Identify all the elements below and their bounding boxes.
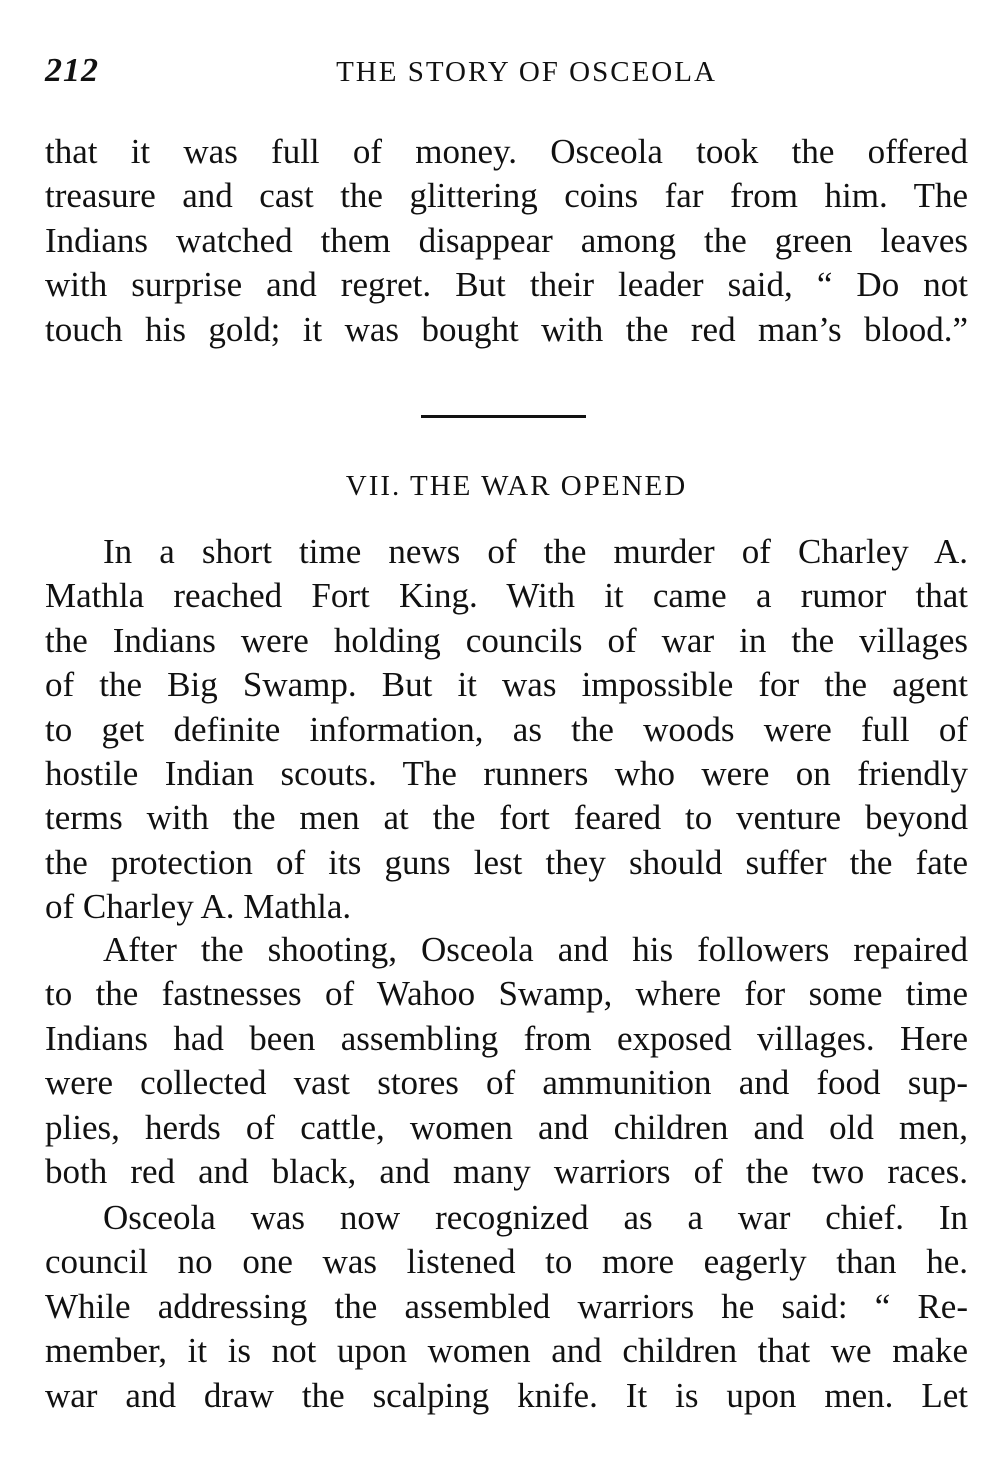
text-line: war and draw the scalping knife. It is upon men. Let (45, 1375, 968, 1415)
paragraph-4 (45, 1196, 968, 1418)
text-line: council no one was listened to more eagerly than he. (45, 1242, 968, 1282)
page-number: 212 (45, 52, 99, 89)
paragraph-2 (45, 530, 968, 930)
text-line: of Charley A. Mathla. (45, 887, 352, 927)
text-line: treasure and cast the glittering coins far from him. The (45, 176, 968, 216)
text-line: After the shooting, Osceola and his followers repaired (103, 930, 968, 969)
section-heading: VII. THE WAR OPENED (345, 470, 688, 502)
text-line: to the fastnesses of Wahoo Swamp, where for some time (45, 974, 968, 1014)
text-line: plies, herds of cattle, women and children and old men, (45, 1107, 968, 1147)
text-line: of the Big Swamp. But it was impossible for the agent (45, 665, 968, 705)
text-line: Indians had been assembling from exposed villages. Here (45, 1018, 968, 1058)
section-divider (421, 415, 586, 418)
text-line: member, it is not upon women and children that we make (45, 1331, 968, 1371)
paragraph-3 (45, 928, 968, 1194)
text-line: touch his gold; it was bought with the red man’s blood.” (45, 309, 968, 349)
text-line: that it was full of money. Osceola took the offered (45, 132, 968, 171)
text-line: terms with the men at the fort feared to venture beyond (45, 798, 968, 838)
running-head (45, 0, 968, 109)
text-line: the protection of its guns lest they should suffer the fate (45, 842, 968, 882)
text-line: Osceola was now recognized as a war chief. In (103, 1198, 968, 1237)
paragraph-1 (45, 130, 968, 352)
text-line: In a short time news of the murder of Charley A. (103, 532, 968, 571)
text-line: Mathla reached Fort King. With it came a rumor that (45, 576, 968, 616)
text-line: the Indians were holding councils of war in the villages (45, 620, 968, 660)
text-line: with surprise and regret. But their leader said, “ Do not (45, 265, 968, 305)
text-line: to get definite information, as the woods were full of (45, 709, 968, 749)
text-line: were collected vast stores of ammunition and food sup- (45, 1063, 968, 1103)
text-line: Indians watched them disappear among the green leaves (45, 220, 968, 260)
text-line: While addressing the assembled warriors he said: “ Re- (45, 1286, 968, 1326)
text-line: hostile Indian scouts. The runners who were on friendly (45, 754, 968, 794)
running-title: THE STORY OF OSCEOLA (336, 56, 717, 88)
text-line: both red and black, and many warriors of the two races. (45, 1152, 968, 1192)
